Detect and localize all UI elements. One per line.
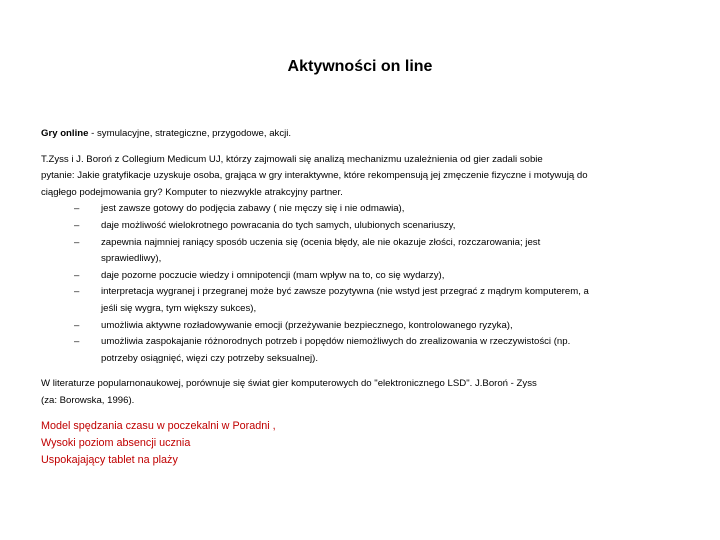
paragraph-line: T.Zyss i J. Boroń z Collegium Medicum UJ, którzy zajmowali się analizą mechanizmu uzależnienia od gier zadali sobie bbox=[41, 153, 543, 165]
dash-bullet: – bbox=[74, 236, 80, 248]
list-item-line: zapewnia najmniej raniący sposób uczenia się (ocenia błędy, ale nie okazuje złości, rozczarowania; jest bbox=[101, 236, 541, 248]
dash-bullet: – bbox=[74, 286, 80, 298]
list-item-line: potrzeby osiągnięć, więzi czy potrzeby seksualnej). bbox=[101, 352, 319, 364]
list-item-line: interpretacja wygranej i przegranej może być zawsze pozytywna (nie wstyd jest przegrać z mądrym komputerem, a bbox=[101, 286, 589, 298]
list-item-line: jest zawsze gotowy do podjęcia zabawy ( nie męczy się i nie odmawia), bbox=[101, 203, 405, 215]
main-paragraph bbox=[41, 152, 681, 202]
dash-bullet: – bbox=[74, 219, 80, 231]
list-item-line: jeśli się wygra, tym większy sukces), bbox=[101, 302, 257, 314]
intro-rest: - symulacyjne, strategiczne, przygodowe, akcji. bbox=[88, 128, 292, 139]
list-item bbox=[41, 218, 681, 235]
list-item bbox=[41, 334, 681, 367]
reference-paragraph bbox=[41, 376, 681, 409]
dash-bullet: – bbox=[74, 203, 80, 215]
dash-bullet: – bbox=[74, 319, 80, 331]
reference-line: (za: Borowska, 1996). bbox=[41, 394, 135, 406]
slide-title: Aktywności on line bbox=[287, 58, 433, 75]
dash-bullet: – bbox=[74, 269, 80, 281]
paragraph-line: ciągłego podejmowania gry? Komputer to niezwykle atrakcyjny partner. bbox=[41, 186, 343, 198]
paragraph-line: pytanie: Jakie gratyfikacje uzyskuje osoba, grająca w gry interaktywne, które rekompensują jej zmęczenie fizyczne i motywują do bbox=[41, 170, 588, 182]
red-topics bbox=[41, 418, 681, 470]
list-item-line: umożliwia aktywne rozładowywanie emocji (przeżywanie bezpiecznego, kontrolowanego ryzyka), bbox=[101, 319, 513, 331]
red-topic-item: Model spędzania czasu w poczekalni w Poradni , bbox=[41, 419, 276, 432]
dash-bullet: – bbox=[74, 336, 80, 348]
red-topic-item: Wysoki poziom absencji ucznia bbox=[41, 436, 191, 449]
gratification-list bbox=[41, 201, 681, 367]
list-item-line: daje pozorne poczucie wiedzy i omnipotencji (mam wpływ na to, co się wydarzy), bbox=[101, 269, 445, 281]
list-item bbox=[41, 318, 681, 335]
list-item-line: umożliwia zaspokajanie różnorodnych potrzeb i popędów niemożliwych do zrealizowania w rzeczywistości (np. bbox=[101, 336, 571, 348]
list-item-line: daje możliwość wielokrotnego powracania do tych samych, ulubionych scenariuszy, bbox=[101, 219, 456, 231]
list-item bbox=[41, 268, 681, 285]
red-topic-item: Uspokajający tablet na plaży bbox=[41, 454, 178, 467]
list-item bbox=[41, 201, 681, 218]
intro-bold: Gry online bbox=[41, 128, 89, 139]
slide-body bbox=[41, 126, 681, 470]
list-item-line: sprawiedliwy), bbox=[101, 253, 162, 265]
reference-line: W literaturze popularnonaukowej, porównuje się świat gier komputerowych do "elektronicznego LSD". J.Boroń - Zyss bbox=[41, 378, 537, 390]
list-item bbox=[41, 235, 681, 268]
list-item bbox=[41, 284, 681, 317]
intro-line bbox=[41, 126, 681, 143]
